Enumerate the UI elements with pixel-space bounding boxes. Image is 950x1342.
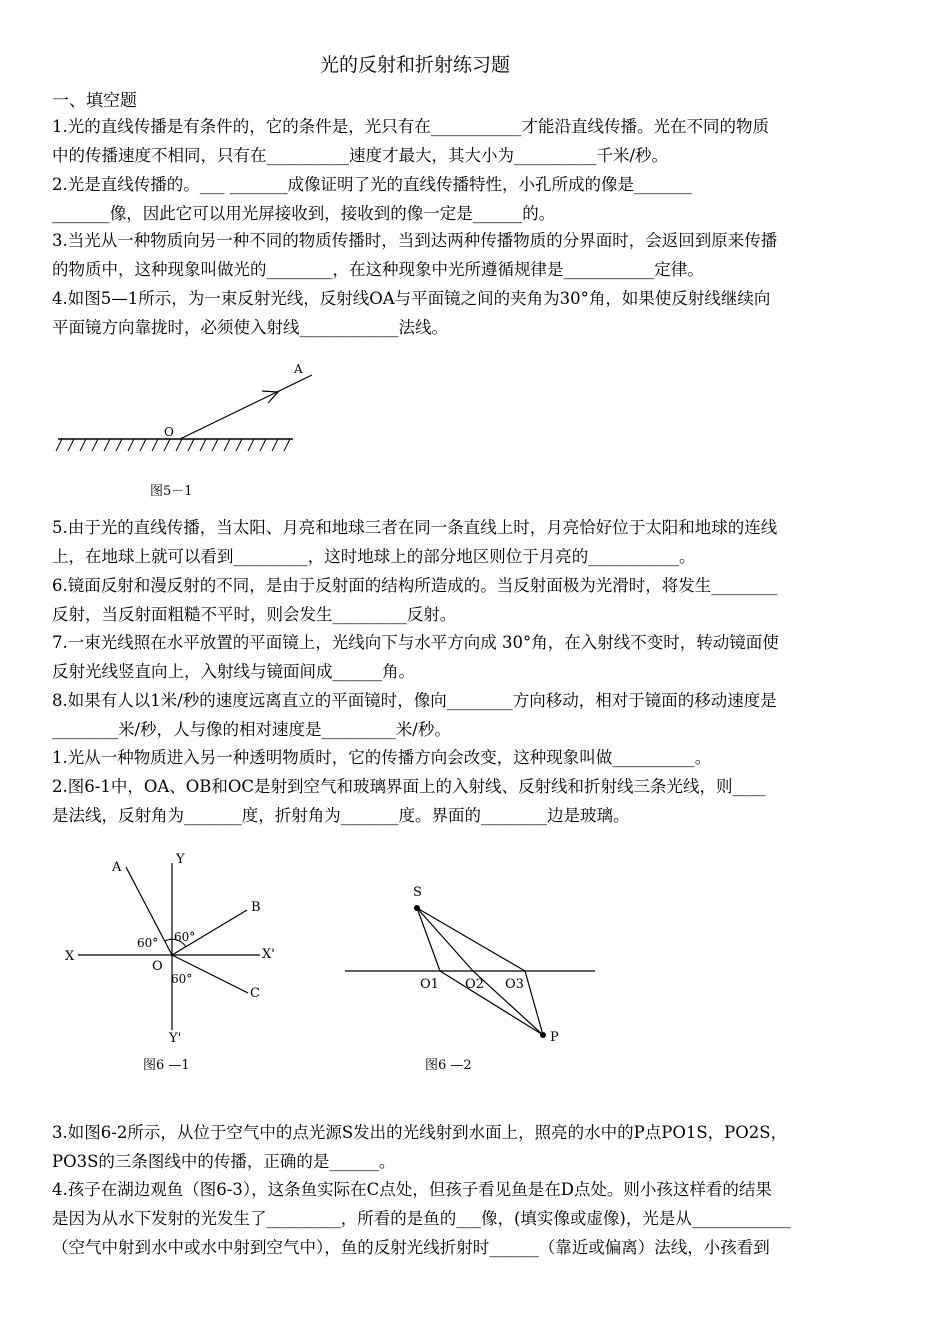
text-line: 反射，当反射面粗糙不平时，则会发生_________反射。 bbox=[52, 605, 457, 624]
text-line: 1.光的直线传播是有条件的，它的条件是，光只有在___________才能沿直线传播。光在不同的物质 bbox=[52, 117, 769, 136]
refraction-question-1 bbox=[52, 743, 898, 772]
refraction-question-2 bbox=[52, 772, 898, 830]
question-4 bbox=[52, 284, 898, 342]
text-line: PO3S的三条图线中的传播，正确的是______。 bbox=[52, 1152, 396, 1171]
text-line: 是法线，反射角为_______度，折射角为_______度。界面的________边是玻璃。 bbox=[52, 806, 630, 825]
refraction-question-3 bbox=[52, 1118, 898, 1176]
label-O: O bbox=[164, 425, 174, 439]
text-line: _______像，因此它可以用光屏接收到，接收到的像一定是______的。 bbox=[52, 204, 556, 223]
text-line: 8.如果有人以1米/秒的速度远离直立的平面镜时，像向________方向移动，相对于镜面的移动速度是 bbox=[52, 691, 777, 710]
question-5 bbox=[52, 513, 898, 571]
text-line: 2.光是直线传播的。___ _______成像证明了光的直线传播特性，小孔所成的像是_______ bbox=[52, 175, 692, 194]
text-line: 的物质中，这种现象叫做光的________，在这种现象中光所遵循规律是___________定律。 bbox=[52, 260, 704, 279]
text-line: 是因为从水下发射的光发生了_________，所看的是鱼的___像，(填实像或虚像)，光是从____________ bbox=[52, 1209, 791, 1228]
text-line: 5.由于光的直线传播，当太阳、月亮和地球三者在同一条直线上时，月亮恰好位于太阳和地球的连线 bbox=[52, 518, 778, 537]
label-Y: Y bbox=[176, 852, 185, 867]
text-line: 反射光线竖直向上，入射线与镜面间成______角。 bbox=[52, 662, 415, 681]
label-C: C bbox=[250, 986, 260, 1001]
text-line: 中的传播速度不相同，只有在__________速度才最大，其大小为__________千米/秒。 bbox=[52, 146, 669, 165]
label-A: A bbox=[112, 860, 122, 875]
label-P: P bbox=[550, 1030, 559, 1045]
label-O2: O2 bbox=[465, 977, 484, 992]
angle-label: 60° bbox=[171, 972, 193, 986]
label-A: A bbox=[294, 362, 303, 376]
label-S: S bbox=[413, 885, 422, 900]
angle-label: 60° bbox=[174, 930, 196, 944]
text-line: 6.镜面反射和漫反射的不同，是由于反射面的结构所造成的。当反射面极为光滑时，将发生________ bbox=[52, 576, 778, 595]
label-O3: O3 bbox=[505, 977, 524, 992]
text-line: 2.图6-1中，OA、OB和OC是射到空气和玻璃界面上的入射线、反射线和折射线三条光线，则____ bbox=[52, 777, 766, 796]
label-X-prime: X' bbox=[262, 947, 275, 962]
text-line: 3.如图6-2所示，从位于空气中的点光源S发出的光线射到水面上，照亮的水中的P点PO1S，PO2S， bbox=[52, 1123, 788, 1142]
reflected-ray-OA bbox=[180, 375, 312, 439]
question-3 bbox=[52, 226, 898, 284]
question-8 bbox=[52, 686, 898, 744]
label-Y-prime: Y' bbox=[169, 1031, 182, 1046]
label-X: X bbox=[65, 949, 75, 964]
angle-label: 60° bbox=[137, 936, 159, 950]
section-heading: 一、填空题 bbox=[52, 91, 137, 111]
label-B: B bbox=[251, 900, 261, 915]
refraction-question-4 bbox=[52, 1175, 898, 1262]
figure-caption: 图6 —2 bbox=[425, 1058, 472, 1073]
mirror-hatching bbox=[56, 439, 290, 451]
figure-caption: 图5－1 bbox=[150, 484, 193, 499]
figure-caption: 图6 —1 bbox=[143, 1058, 190, 1073]
text-line: 7.一束光线照在水平放置的平面镜上，光线向下与水平方向成 30°角，在入射线不变时，转动镜面使 bbox=[52, 633, 779, 652]
page-title: 光的反射和折射练习题 bbox=[319, 54, 510, 76]
figure-6-2 bbox=[340, 878, 600, 1078]
text-line: 4.孩子在湖边观鱼（图6-3），这条鱼实际在C点处，但孩子看见鱼是在D点处。则小孩这样看的结果 bbox=[52, 1180, 772, 1199]
question-7 bbox=[52, 628, 898, 686]
question-2 bbox=[52, 170, 898, 228]
text-line: ________米/秒，人与像的相对速度是_________米/秒。 bbox=[52, 720, 451, 739]
text-line: 4.如图5—1所示，为一束反射光线，反射线OA与平面镜之间的夹角为30°角，如果使反射线继续向 bbox=[52, 289, 771, 308]
question-6 bbox=[52, 571, 898, 629]
figure-5-1 bbox=[50, 355, 320, 505]
text-line: （空气中射到水中或水中射到空气中），鱼的反射光线折射时______（靠近或偏离）法线，小孩看到 bbox=[52, 1238, 770, 1257]
text-line: 1.光从一种物质进入另一种透明物质时，它的传播方向会改变，这种现象叫做__________。 bbox=[52, 748, 712, 767]
text-line: 3.当光从一种物质向另一种不同的物质传播时，当到达两种传播物质的分界面时，会返回到原来传播 bbox=[52, 231, 778, 250]
label-O1: O1 bbox=[420, 977, 439, 992]
question-1 bbox=[52, 112, 898, 170]
figure-6-1 bbox=[55, 845, 295, 1075]
label-O: O bbox=[152, 959, 163, 974]
text-line: 平面镜方向靠拢时，必须使入射线____________法线。 bbox=[52, 318, 448, 337]
text-line: 上，在地球上就可以看到_________，这时地球上的部分地区则位于月亮的___________。 bbox=[52, 547, 696, 566]
